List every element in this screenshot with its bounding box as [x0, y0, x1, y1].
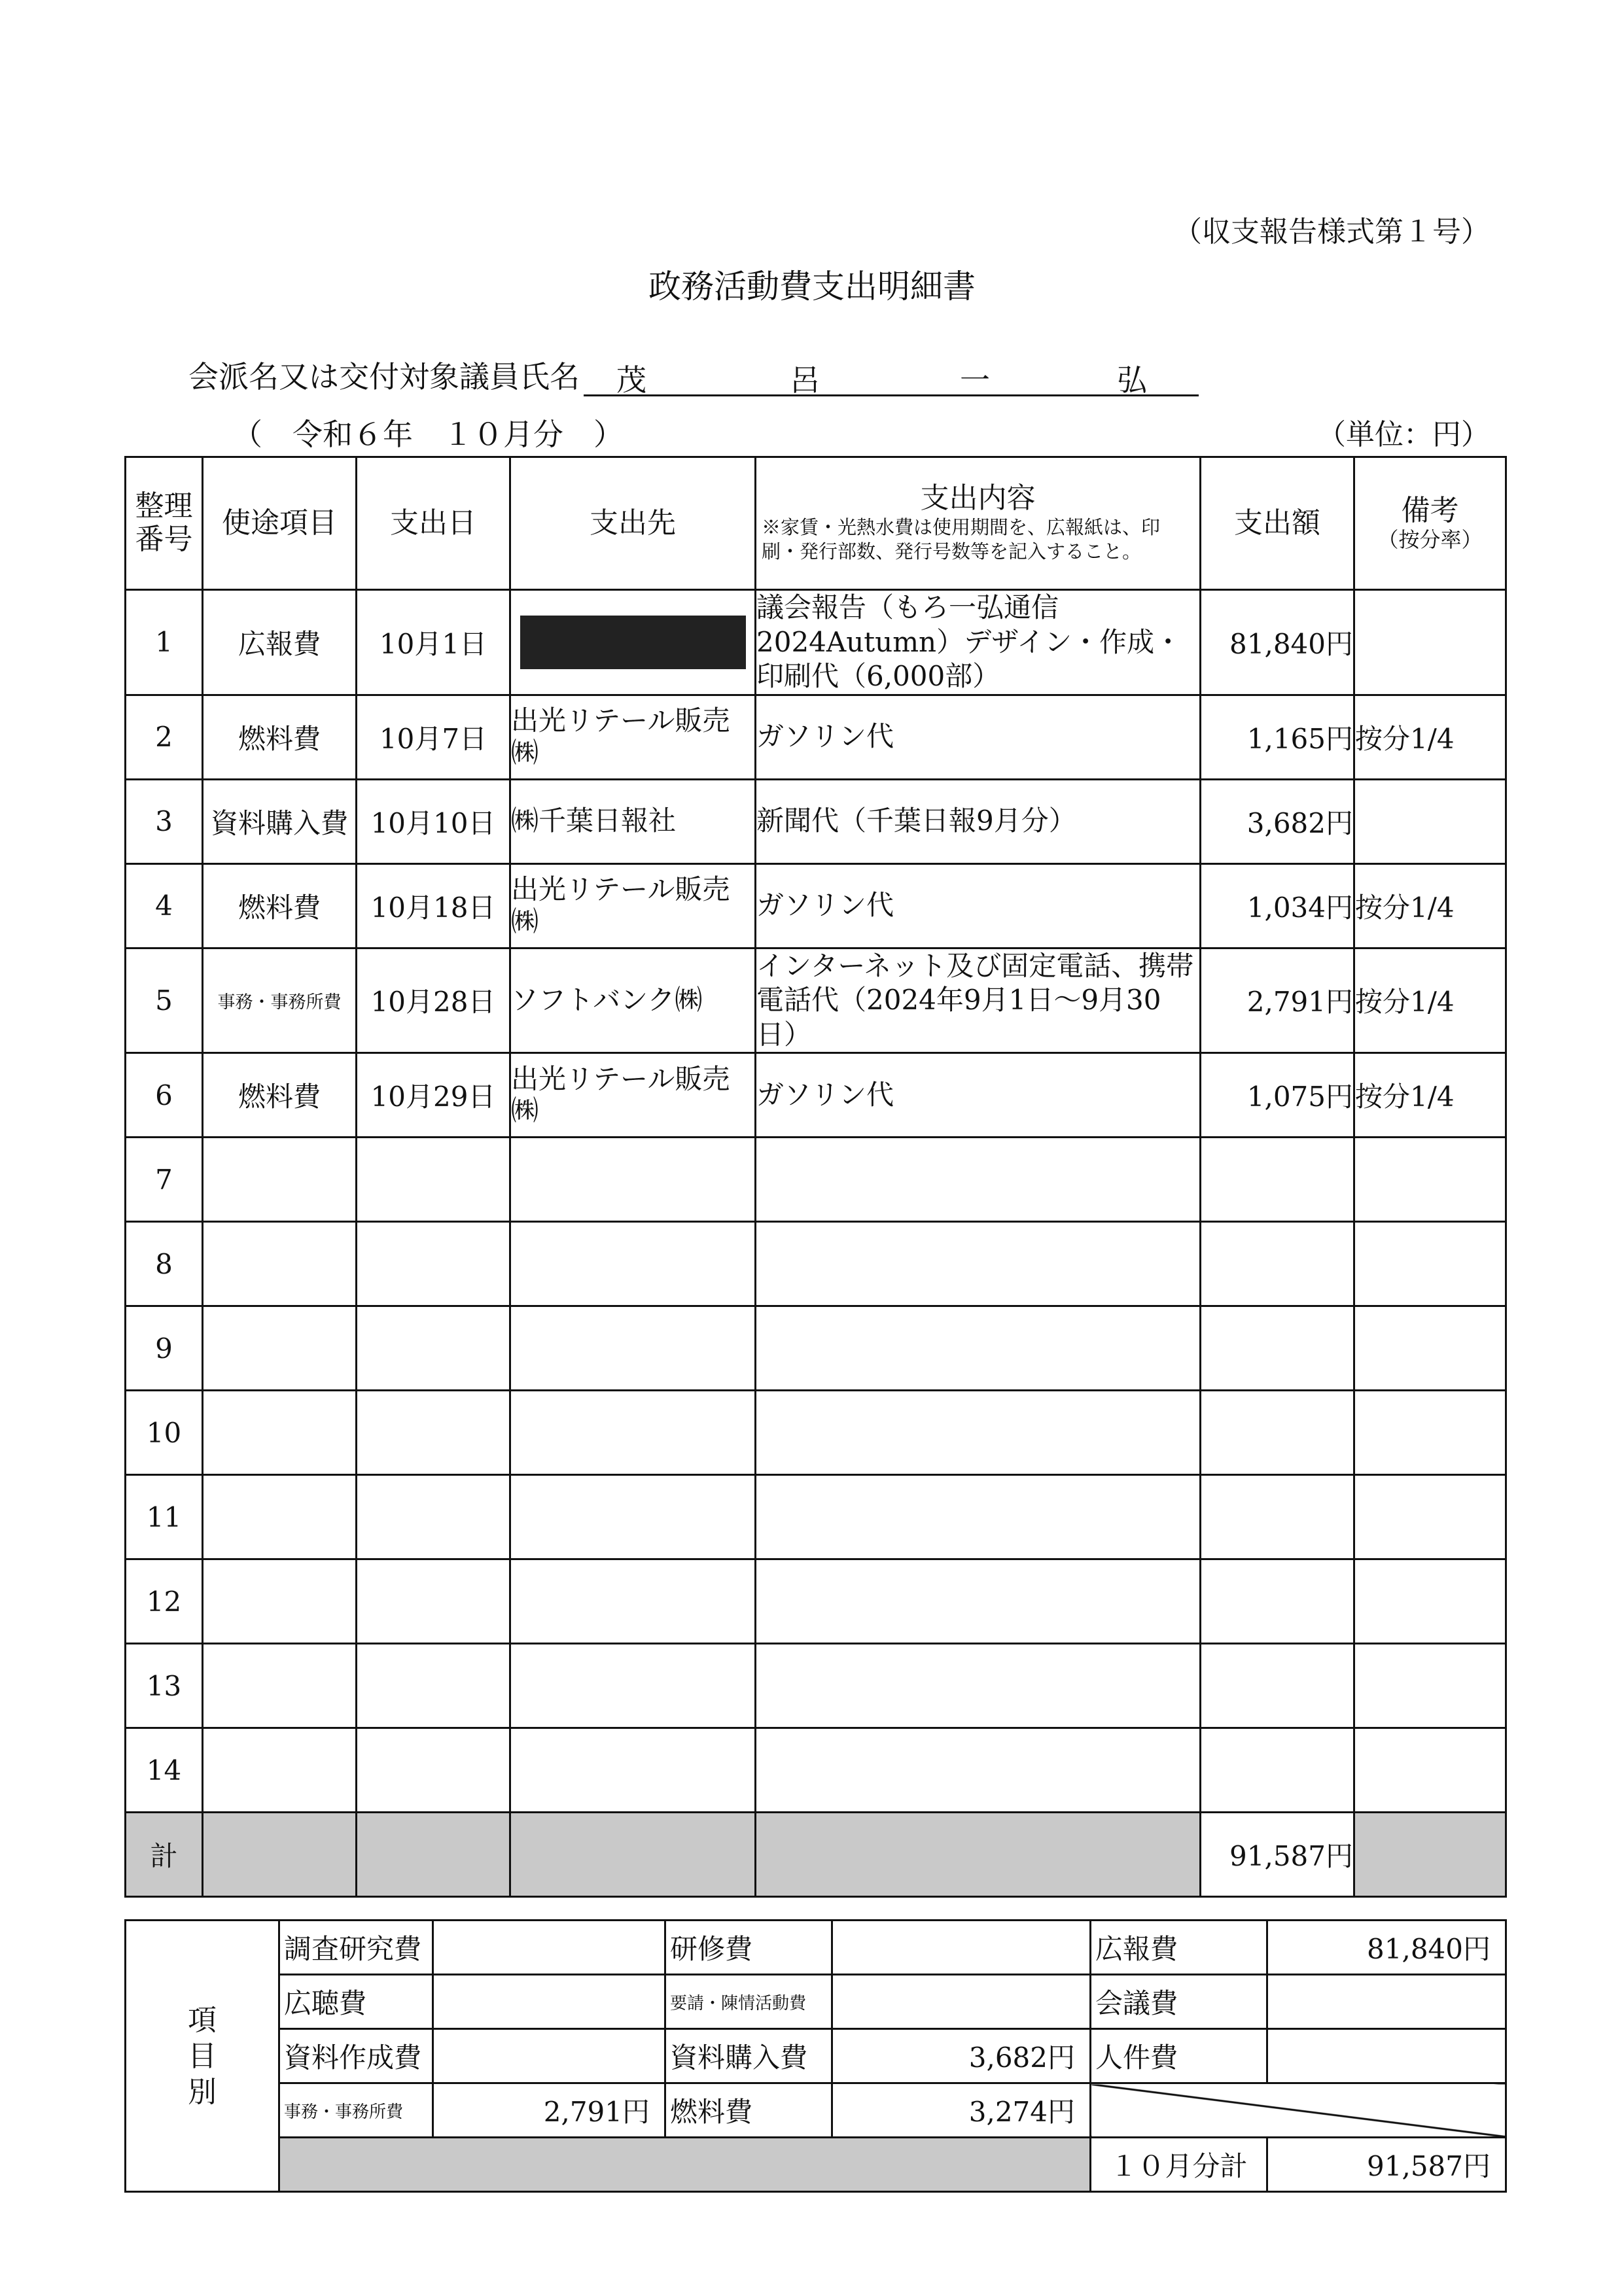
- row-item: [203, 1475, 357, 1559]
- row-content: [756, 1475, 1201, 1559]
- total-blank: [756, 1813, 1201, 1897]
- category-side-label: [126, 1921, 279, 2192]
- row-date: [357, 1138, 510, 1222]
- table-row: [126, 863, 1506, 948]
- row-payee: 出光リテール販売㈱: [510, 1053, 756, 1138]
- row-payee: [510, 590, 756, 695]
- row-item: 燃料費: [203, 695, 357, 779]
- cat-label: 要請・陳情活動費: [665, 1975, 832, 2029]
- member-name-char: 茂: [616, 362, 646, 398]
- row-item: 燃料費: [203, 863, 357, 948]
- row-remark: 按分1/4: [1354, 863, 1506, 948]
- row-item: 事務・事務所費: [203, 948, 357, 1053]
- table-row: [126, 590, 1506, 695]
- row-remark: [1354, 1728, 1506, 1813]
- row-amount: 3,682円: [1201, 779, 1354, 863]
- row-amount: [1201, 1306, 1354, 1391]
- row-amount: [1201, 1644, 1354, 1728]
- row-item: 燃料費: [203, 1053, 357, 1138]
- table-row: [126, 1053, 1506, 1138]
- row-amount: [1201, 1391, 1354, 1475]
- table-row: [126, 779, 1506, 863]
- row-amount: 1,075円: [1201, 1053, 1354, 1138]
- cat-value: [1267, 1975, 1506, 2029]
- header-no: 整理番号: [126, 457, 203, 590]
- row-date: 10月7日: [357, 695, 510, 779]
- row-payee: [510, 1644, 756, 1728]
- month-total-label: １０月分計: [1091, 2138, 1267, 2192]
- row-content: ガソリン代: [756, 695, 1201, 779]
- total-blank: [1354, 1813, 1506, 1897]
- cat-value: [1267, 2029, 1506, 2083]
- row-payee: [510, 1391, 756, 1475]
- row-amount: [1201, 1138, 1354, 1222]
- row-content: 議会報告（もろ一弘通信2024Autumn）デザイン・作成・印刷代（6,000部）: [756, 590, 1201, 695]
- row-item: [203, 1138, 357, 1222]
- row-content: [756, 1306, 1201, 1391]
- row-payee: [510, 1728, 756, 1813]
- header-amount: 支出額: [1201, 457, 1354, 590]
- cat-value: 3,682円: [832, 2029, 1091, 2083]
- table-row: [126, 948, 1506, 1053]
- redaction-box: [520, 616, 746, 669]
- row-payee: 出光リテール販売㈱: [510, 695, 756, 779]
- row-date: 10月29日: [357, 1053, 510, 1138]
- member-name-char: 一: [960, 362, 990, 398]
- header-remark-label: 備考: [1401, 494, 1459, 528]
- header-content: [756, 457, 1201, 590]
- row-item: 広報費: [203, 590, 357, 695]
- row-remark: 按分1/4: [1354, 948, 1506, 1053]
- row-date: [357, 1728, 510, 1813]
- row-amount: 1,165円: [1201, 695, 1354, 779]
- row-no: 2: [126, 695, 203, 779]
- row-payee: [510, 1559, 756, 1644]
- cat-label: 調査研究費: [279, 1921, 433, 1975]
- table-row: [126, 1138, 1506, 1222]
- table-row: [126, 1391, 1506, 1475]
- row-remark: [1354, 1391, 1506, 1475]
- table-row: [126, 1559, 1506, 1644]
- row-no: 5: [126, 948, 203, 1053]
- row-payee: [510, 1222, 756, 1306]
- row-content: ガソリン代: [756, 1053, 1201, 1138]
- row-amount: 2,791円: [1201, 948, 1354, 1053]
- cat-value: 81,840円: [1267, 1921, 1506, 1975]
- row-no: 13: [126, 1644, 203, 1728]
- row-no: 4: [126, 863, 203, 948]
- row-content: [756, 1728, 1201, 1813]
- document-title: 政務活動費支出明細書: [648, 268, 976, 305]
- side-char: 項: [188, 2003, 217, 2037]
- header-content-label: 支出内容: [920, 481, 1036, 515]
- table-row: [126, 1306, 1506, 1391]
- row-no: 11: [126, 1475, 203, 1559]
- cat-label: 人件費: [1091, 2029, 1267, 2083]
- row-date: [357, 1306, 510, 1391]
- cat-value: 3,274円: [832, 2083, 1091, 2138]
- header-content-note: ※家賃・光熱水費は使用期間を、広報紙は、印刷・発行部数、発行号数等を記入すること。: [762, 515, 1161, 563]
- row-content: ガソリン代: [756, 863, 1201, 948]
- row-remark: 按分1/4: [1354, 1053, 1506, 1138]
- unit-label: （単位：円）: [1317, 418, 1490, 451]
- row-item: [203, 1728, 357, 1813]
- row-payee: 出光リテール販売㈱: [510, 863, 756, 948]
- row-no: 12: [126, 1559, 203, 1644]
- row-payee: [510, 1306, 756, 1391]
- row-amount: [1201, 1222, 1354, 1306]
- table-row: [126, 1475, 1506, 1559]
- row-amount: [1201, 1559, 1354, 1644]
- row-no: 7: [126, 1138, 203, 1222]
- row-date: [357, 1475, 510, 1559]
- member-name-char: 弘: [1117, 362, 1147, 398]
- row-date: [357, 1222, 510, 1306]
- row-date: [357, 1644, 510, 1728]
- row-no: 6: [126, 1053, 203, 1138]
- row-remark: [1354, 1644, 1506, 1728]
- row-content: [756, 1222, 1201, 1306]
- row-amount: [1201, 1728, 1354, 1813]
- table-row: [126, 1644, 1506, 1728]
- row-remark: [1354, 1138, 1506, 1222]
- month-total-value: 91,587円: [1267, 2138, 1506, 2192]
- cat-value: 2,791円: [433, 2083, 665, 2138]
- row-remark: [1354, 779, 1506, 863]
- header-payee: 支出先: [510, 457, 756, 590]
- table-row: [126, 1222, 1506, 1306]
- row-amount: 81,840円: [1201, 590, 1354, 695]
- total-blank: [203, 1813, 357, 1897]
- row-content: [756, 1391, 1201, 1475]
- row-content: インターネット及び固定電話、携帯電話代（2024年9月1日～9月30日）: [756, 948, 1201, 1053]
- cat-value: [433, 1921, 665, 1975]
- row-no: 10: [126, 1391, 203, 1475]
- member-line: [188, 353, 1199, 396]
- row-date: 10月18日: [357, 863, 510, 948]
- total-row: [126, 1813, 1506, 1897]
- cat-value: [832, 1921, 1091, 1975]
- report-period: （ 令和６年 １０月分 ）: [232, 417, 624, 452]
- header-date: 支出日: [357, 457, 510, 590]
- row-date: [357, 1391, 510, 1475]
- header-remark-sub: （按分率）: [1377, 527, 1483, 552]
- total-blank: [510, 1813, 756, 1897]
- cat-value: [433, 2029, 665, 2083]
- row-date: 10月10日: [357, 779, 510, 863]
- row-remark: [1354, 1306, 1506, 1391]
- shaded-blank: [279, 2138, 1091, 2192]
- row-payee: [510, 1475, 756, 1559]
- row-item: [203, 1222, 357, 1306]
- row-amount: 1,034円: [1201, 863, 1354, 948]
- row-amount: [1201, 1475, 1354, 1559]
- row-date: 10月1日: [357, 590, 510, 695]
- row-content: [756, 1644, 1201, 1728]
- diagonal-blank: [1091, 2083, 1506, 2138]
- header-remark: [1354, 457, 1506, 590]
- row-item: [203, 1391, 357, 1475]
- row-no: 3: [126, 779, 203, 863]
- row-date: [357, 1559, 510, 1644]
- member-name-char: 呂: [790, 362, 820, 398]
- header-item: 使途項目: [203, 457, 357, 590]
- category-table: [124, 1919, 1507, 2193]
- row-no: 8: [126, 1222, 203, 1306]
- cat-value: [433, 1975, 665, 2029]
- expenditure-table: [124, 456, 1507, 1898]
- row-payee: ㈱千葉日報社: [510, 779, 756, 863]
- total-blank: [357, 1813, 510, 1897]
- row-item: [203, 1644, 357, 1728]
- row-remark: [1354, 1475, 1506, 1559]
- table-row: [126, 695, 1506, 779]
- row-payee: ソフトバンク㈱: [510, 948, 756, 1053]
- row-remark: [1354, 590, 1506, 695]
- side-char: 別: [188, 2075, 217, 2109]
- cat-label: 会議費: [1091, 1975, 1267, 2029]
- row-item: [203, 1306, 357, 1391]
- row-remark: [1354, 1222, 1506, 1306]
- row-no: 1: [126, 590, 203, 695]
- member-name: [584, 357, 1199, 396]
- row-remark: [1354, 1559, 1506, 1644]
- row-content: [756, 1559, 1201, 1644]
- row-content: 新聞代（千葉日報9月分）: [756, 779, 1201, 863]
- cat-label: 事務・事務所費: [279, 2083, 433, 2138]
- row-remark: 按分1/4: [1354, 695, 1506, 779]
- cat-label: 研修費: [665, 1921, 832, 1975]
- row-payee: [510, 1138, 756, 1222]
- cat-label: 資料作成費: [279, 2029, 433, 2083]
- cat-label: 広報費: [1091, 1921, 1267, 1975]
- row-date: 10月28日: [357, 948, 510, 1053]
- cat-value: [832, 1975, 1091, 2029]
- table-row: [126, 1728, 1506, 1813]
- row-no: 9: [126, 1306, 203, 1391]
- cat-label: 燃料費: [665, 2083, 832, 2138]
- row-content: [756, 1138, 1201, 1222]
- cat-label: 資料購入費: [665, 2029, 832, 2083]
- row-item: 資料購入費: [203, 779, 357, 863]
- total-amount: 91,587円: [1201, 1813, 1354, 1897]
- cat-label: 広聴費: [279, 1975, 433, 2029]
- row-no: 14: [126, 1728, 203, 1813]
- total-label: 計: [126, 1813, 203, 1897]
- member-label: 会派名又は交付対象議員氏名: [188, 359, 580, 394]
- form-number: （収支報告様式第１号）: [1173, 215, 1490, 249]
- side-char: 目: [188, 2039, 217, 2073]
- row-item: [203, 1559, 357, 1644]
